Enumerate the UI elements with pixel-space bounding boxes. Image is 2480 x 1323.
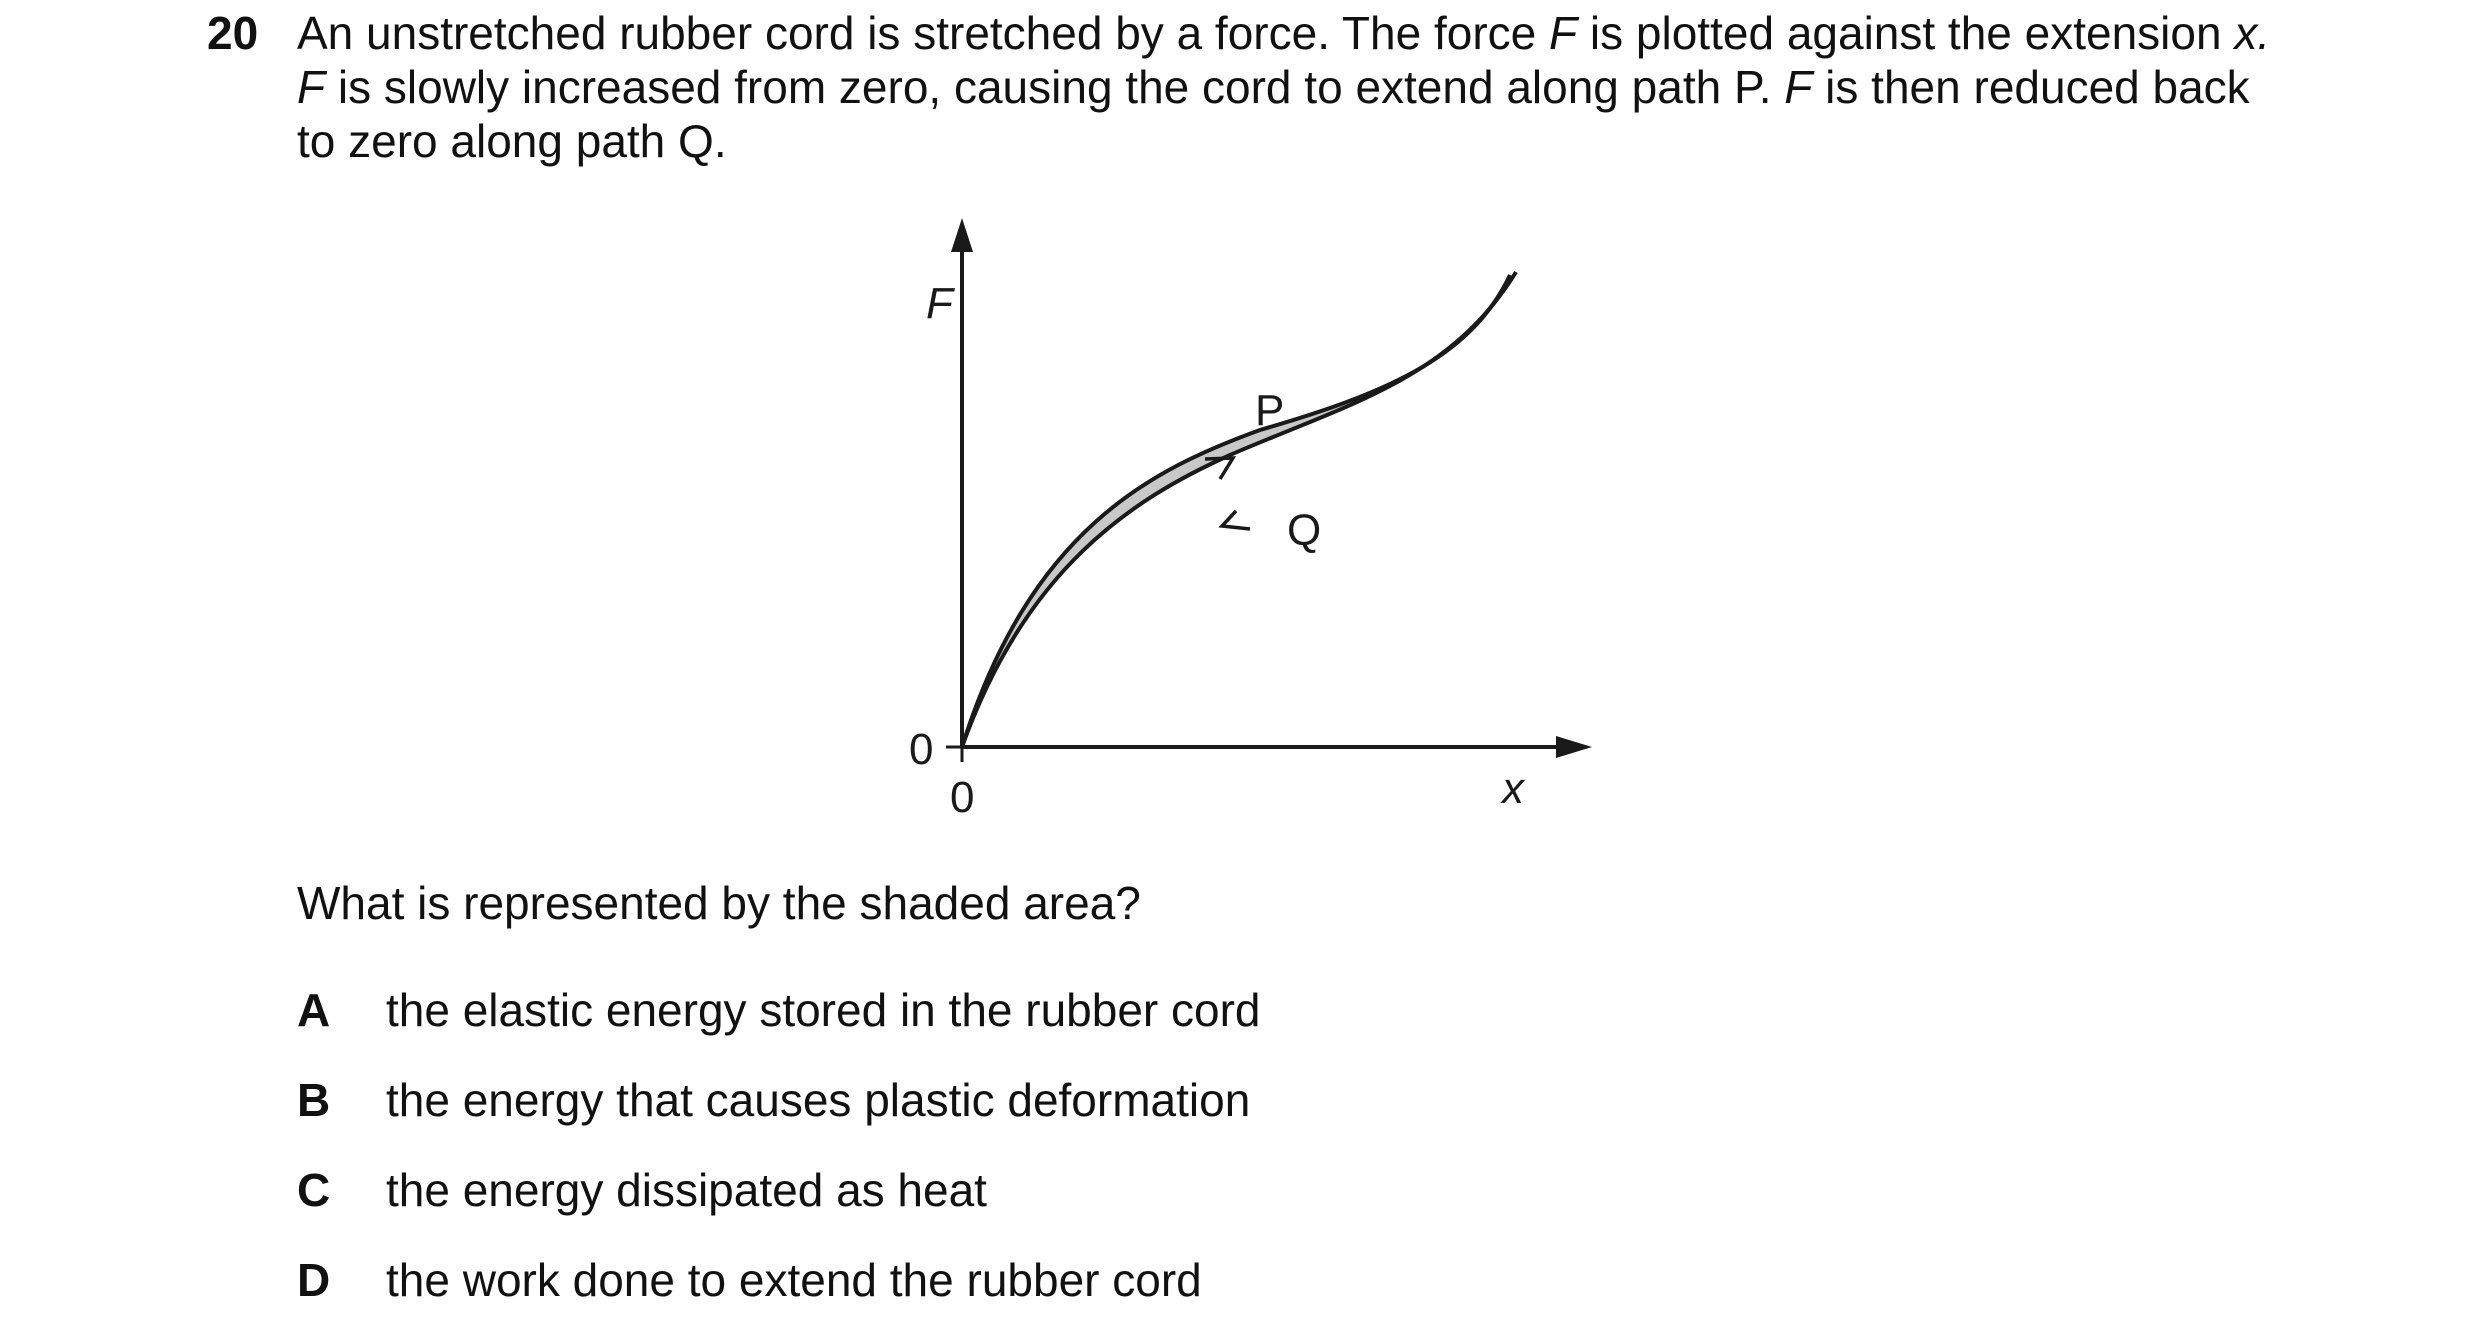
question-number: 20	[207, 7, 259, 59]
question-prompt: What is represented by the shaded area?	[297, 877, 1141, 929]
option-letter: D	[297, 1254, 331, 1306]
x-origin-label: 0	[950, 773, 975, 822]
option-text: the work done to extend the rubber cord	[386, 1254, 1202, 1306]
y-origin-label: 0	[909, 725, 934, 774]
option-text: the energy that causes plastic deformation	[386, 1074, 1251, 1126]
option-letter: A	[297, 984, 331, 1036]
y-axis-label: F	[926, 279, 953, 328]
x-axis-arrowhead	[1556, 736, 1592, 758]
path-p-curve	[962, 272, 1516, 747]
path-p-label: P	[1255, 386, 1285, 435]
stem-line: An unstretched rubber cord is stretched by a force. The force F is plotted against the extension x.	[297, 7, 2271, 59]
option-letter: C	[297, 1164, 331, 1216]
y-axis-arrowhead	[951, 218, 973, 252]
stem-line: to zero along path Q.	[297, 115, 727, 167]
option-letter: B	[297, 1074, 331, 1126]
path-q-arrow	[1222, 511, 1250, 529]
option-text: the elastic energy stored in the rubber cord	[386, 984, 1261, 1036]
path-q-label: Q	[1287, 506, 1322, 555]
option-text: the energy dissipated as heat	[386, 1164, 987, 1216]
stem-line: F is slowly increased from zero, causing the cord to extend along path P. F is then reduced back	[297, 61, 2250, 113]
x-axis-label: x	[1502, 764, 1524, 813]
